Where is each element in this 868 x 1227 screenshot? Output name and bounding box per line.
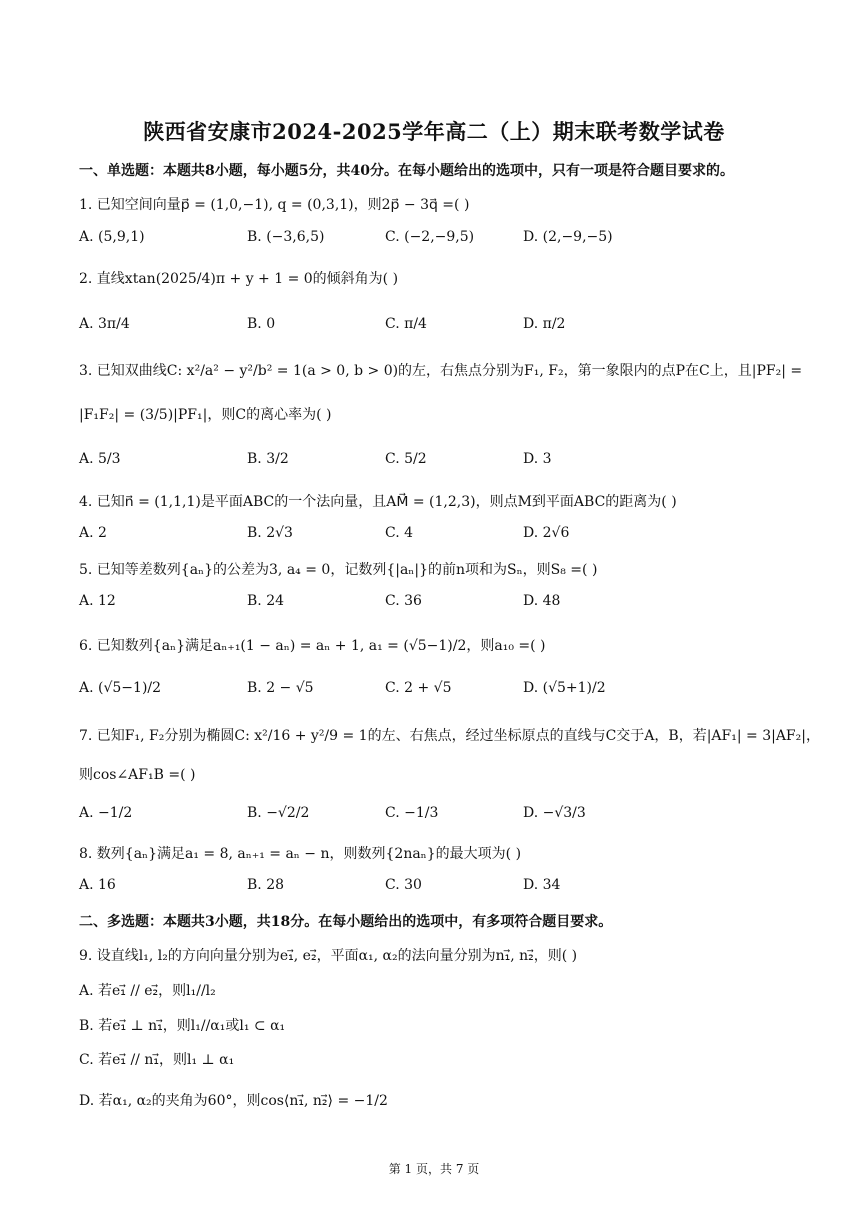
question-2-stem: 2. 直线xtan(2025/4)π + y + 1 = 0的倾斜角为( ) — [79, 271, 399, 287]
q3-option-a: A. 5/3 — [79, 451, 121, 467]
question-6-stem: 6. 已知数列{aₙ}满足aₙ₊₁(1 − aₙ) = aₙ + 1, a₁ = (√5−1)/2，则a₁₀ =( ) — [79, 638, 546, 654]
q9-option-c: C. 若e₁⃗ // n₁⃗，则l₁ ⊥ α₁ — [79, 1052, 235, 1068]
q7-option-b: B. −√2/2 — [247, 805, 310, 821]
q5-option-d: D. 48 — [523, 593, 561, 609]
q2-option-b: B. 0 — [247, 316, 276, 332]
q5-option-a: A. 12 — [79, 593, 116, 609]
question-8-stem: 8. 数列{aₙ}满足a₁ = 8, aₙ₊₁ = aₙ − n，则数列{2naₙ}的最大项为( ) — [79, 846, 522, 862]
q4-option-d: D. 2√6 — [523, 525, 570, 541]
question-9-stem: 9. 设直线l₁, l₂的方向向量分别为e₁⃗, e₂⃗，平面α₁, α₂的法向量分别为n₁⃗, n₂⃗，则( ) — [79, 948, 578, 964]
q3-option-c: C. 5/2 — [385, 451, 427, 467]
q9-option-b: B. 若e₁⃗ ⊥ n₁⃗，则l₁//α₁或l₁ ⊂ α₁ — [79, 1018, 286, 1034]
question-7-stem: 7. 已知F₁, F₂分别为椭圆C: x²/16 + y²/9 = 1的左、右焦点，经过坐标原点的直线与C交于A，B，若|AF₁| = 3|AF₂|， — [79, 728, 820, 744]
q2-option-c: C. π/4 — [385, 316, 427, 332]
question-1-stem: 1. 已知空间向量p⃗ = (1,0,−1), q = (0,3,1)，则2p⃗ − 3q⃗ =( ) — [79, 197, 470, 213]
q1-option-c: C. (−2,−9,5) — [385, 229, 475, 245]
q8-option-a: A. 16 — [79, 877, 116, 893]
q1-option-a: A. (5,9,1) — [79, 229, 145, 245]
page-footer: 第 1 页，共 7 页 — [388, 1162, 480, 1176]
question-5-stem: 5. 已知等差数列{aₙ}的公差为3, a₄ = 0，记数列{|aₙ|}的前n项和为Sₙ，则S₈ =( ) — [79, 562, 598, 578]
q4-option-a: A. 2 — [79, 525, 107, 541]
section-heading-multi-choice: 二、多选题：本题共3小题，共18分。在每小题给出的选项中，有多项符合题目要求。 — [79, 914, 613, 930]
q2-option-a: A. 3π/4 — [79, 316, 130, 332]
q8-option-d: D. 34 — [523, 877, 561, 893]
q7-option-a: A. −1/2 — [79, 805, 133, 821]
q8-option-c: C. 30 — [385, 877, 422, 893]
q9-option-a: A. 若e₁⃗ // e₂⃗，则l₁//l₂ — [79, 983, 216, 999]
q6-option-b: B. 2 − √5 — [247, 680, 314, 696]
q7-option-d: D. −√3/3 — [523, 805, 586, 821]
q4-option-b: B. 2√3 — [247, 525, 293, 541]
q6-option-c: C. 2 + √5 — [385, 680, 452, 696]
q3-option-d: D. 3 — [523, 451, 552, 467]
q1-option-b: B. (−3,6,5) — [247, 229, 325, 245]
q8-option-b: B. 28 — [247, 877, 285, 893]
q1-option-d: D. (2,−9,−5) — [523, 229, 613, 245]
question-4-stem: 4. 已知n⃗ = (1,1,1)是平面ABC的一个法向量，且AM⃗ = (1,2,3)，则点M到平面ABC的距离为( ) — [79, 494, 677, 510]
question-3-stem: 3. 已知双曲线C: x²/a² − y²/b² = 1(a > 0, b > 0)的左，右焦点分别为F₁, F₂，第一象限内的点P在C上，且|PF₂| = — [79, 363, 803, 379]
section-heading-single-choice: 一、单选题：本题共8小题，每小题5分，共40分。在每小题给出的选项中，只有一项是符合题目要求的。 — [79, 163, 734, 179]
q5-option-c: C. 36 — [385, 593, 422, 609]
q3-option-b: B. 3/2 — [247, 451, 289, 467]
q6-option-a: A. (√5−1)/2 — [79, 680, 162, 696]
question-7-stem-cont: 则cos∠AF₁B =( ) — [79, 767, 196, 783]
q9-option-d: D. 若α₁, α₂的夹角为60°，则cos⟨n₁⃗, n₂⃗⟩ = −1/2 — [79, 1093, 388, 1109]
question-3-stem-cont: |F₁F₂| = (3/5)|PF₁|，则C的离心率为( ) — [79, 407, 332, 423]
q6-option-d: D. (√5+1)/2 — [523, 680, 606, 696]
q2-option-d: D. π/2 — [523, 316, 566, 332]
q5-option-b: B. 24 — [247, 593, 285, 609]
q7-option-c: C. −1/3 — [385, 805, 439, 821]
page-title: 陕西省安康市2024-2025学年高二（上）期末联考数学试卷 — [143, 119, 725, 144]
q4-option-c: C. 4 — [385, 525, 414, 541]
